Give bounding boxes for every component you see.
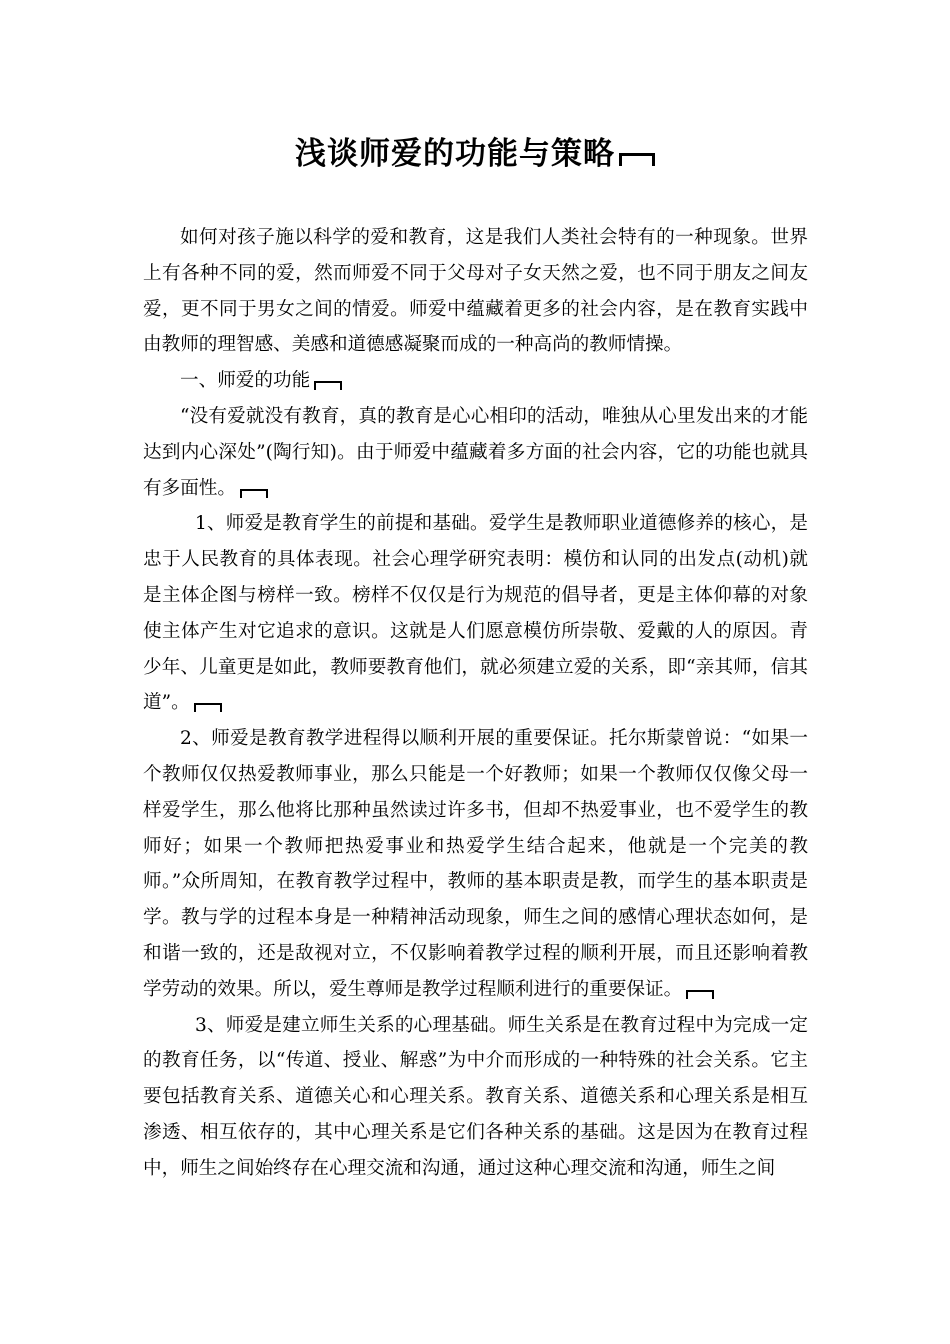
paragraph-intro: 如何对孩子施以科学的爱和教育，这是我们人类社会特有的一种现象。世界上有各种不同的爱，然而师爱不同于父母对子女天然之爱，也不同于朋友之间友爱，更不同于男女之间的情爱。师爱中蕴藏着更多的社会内容，是在教育实践中由教师的理智感、美感和道德感凝聚而成的一种高尚的教师情操。 — [143, 227, 808, 356]
paragraph-mark-icon — [686, 990, 714, 999]
section-heading-functions: 一、师爱的功能 — [143, 363, 808, 399]
document-body — [143, 220, 808, 1187]
title-text: 浅谈师爱的功能与策略 — [295, 136, 615, 172]
paragraph-point-2: 2、师爱是教育教学进程得以顺利开展的重要保证。托尔斯蒙曾说：“如果一个教师仅仅热爱教师事业，那么只能是一个好教师；如果一个教师仅仅像父母一样爱学生，那么他将比那种虽然读过许多书，但却不热爱事业，也不爱学生的教师好；如果一个教师把热爱事业和热爱学生结合起来，他就是一个完美的教师。”众所周知，在教育教学过程中，教师的基本职责是教，而学生的基本职责是学。教与学的过程本身是一种精神活动现象，师生之间的感情心理状态如何，是和谐一致的，还是敌视对立，不仅影响着教学过程的顺利开展，而且还影响着教学劳动的效果。所以，爱生尊师是教学过程顺利进行的重要保证。 — [143, 728, 808, 1000]
paragraph-mark-icon — [619, 153, 655, 166]
paragraph-point-3: 3、师爱是建立师生关系的心理基础。师生关系是在教育过程中为完成一定的教育任务，以“传道、授业、解惑”为中介而形成的一种特殊的社会关系。它主要包括教育关系、道德关心和心理关系。教育关系、道德关系和心理关系是相互渗透、相互依存的，其中心理关系是它们各种关系的基础。这是因为在教育过程中，师生之间始终存在心理交流和沟通，通过这种心理交流和沟通，师生之间 — [143, 1014, 808, 1179]
paragraph-mark-icon — [194, 703, 222, 712]
paragraph-quote: “没有爱就没有教育，真的教育是心心相印的活动，唯独从心里发出来的才能达到内心深处”(陶行知)。由于师爱中蕴藏着多方面的社会内容，它的功能也就具有多面性。 — [143, 405, 808, 499]
paragraph-mark-icon — [240, 489, 268, 498]
paragraph-mark-icon — [314, 381, 342, 390]
document-title — [0, 128, 950, 173]
paragraph-point-1: 1、师爱是教育学生的前提和基础。爱学生是教师职业道德修养的核心，是忠于人民教育的具体表现。社会心理学研究表明：模仿和认同的出发点(动机)就是主体企图与榜样一致。榜样不仅仅是行为规范的倡导者，更是主体仰幕的对象使主体产生对它追求的意识。这就是人们愿意模仿所崇敬、爱戴的人的原因。青少年、儿童更是如此，教师要教育他们，就必须建立爱的关系，即“亲其师，信其道”。 — [143, 513, 808, 714]
